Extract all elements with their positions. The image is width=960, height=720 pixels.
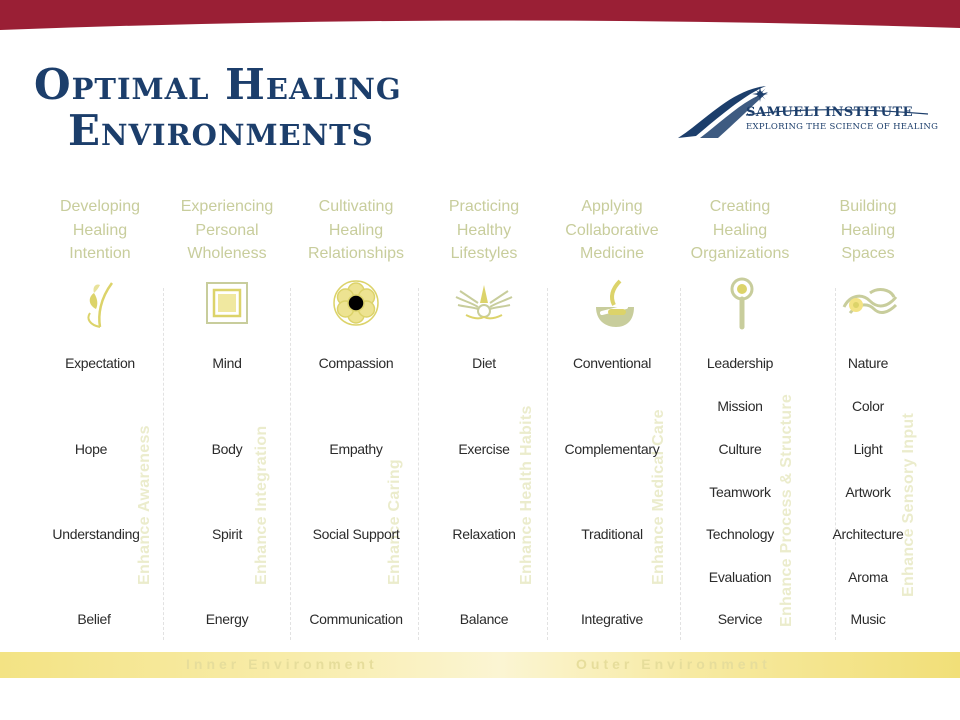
list-item: Relaxation [452, 526, 516, 542]
column-theme: Enhance Process & Structure [778, 393, 795, 627]
inner-environment-label: Inner Environment [186, 656, 378, 672]
column-theme: Enhance Medical Care [650, 409, 667, 585]
column-divider [290, 288, 291, 640]
waves-flower-icon [840, 285, 900, 325]
list-item: Social Support [312, 526, 400, 542]
list-item: Architecture [832, 526, 904, 542]
list-item: Energy [205, 611, 249, 627]
column-heading: Practicing Healthy Lifestyles [448, 198, 520, 262]
list-item: Nature [847, 355, 889, 371]
list-item: Light [853, 441, 883, 457]
square-frame-icon [205, 281, 249, 325]
column-theme: Enhance Caring [386, 458, 403, 585]
list-item: Service [717, 611, 763, 627]
page-title [34, 62, 402, 154]
list-item: Technology [706, 526, 774, 542]
top-banner [0, 0, 960, 40]
list-item: Color [852, 398, 884, 414]
list-item: Leadership [706, 355, 774, 371]
list-item: Culture [718, 441, 762, 457]
column-divider [835, 288, 836, 640]
list-item: Exercise [458, 441, 510, 457]
key-icon [728, 277, 756, 333]
title-line-2: Environments [68, 106, 374, 155]
column-heading: Developing Healing Intention [59, 198, 141, 262]
column-heading: Building Healing Spaces [839, 198, 897, 262]
column-divider [163, 288, 164, 640]
list-item: Mind [212, 355, 242, 371]
logo [746, 105, 938, 132]
logo-name: SAMUELI INSTITUTE [746, 105, 914, 120]
list-item: Belief [77, 611, 111, 627]
list-item: Mission [717, 398, 763, 414]
column-divider [418, 288, 419, 640]
list-item: Teamwork [709, 484, 771, 500]
column-heading: Applying Collaborative Medicine [565, 198, 659, 262]
list-item: Diet [472, 355, 496, 371]
list-item: Communication [309, 611, 403, 627]
column-heading: Cultivating Healing Relationships [307, 198, 405, 262]
list-item: Integrative [580, 611, 644, 627]
mortar-pestle-icon [590, 277, 638, 333]
column-heading: Experiencing Personal Wholeness [180, 198, 274, 262]
list-item: Evaluation [708, 569, 772, 585]
list-item: Body [211, 441, 243, 457]
list-item: Hope [74, 441, 108, 457]
title-line-1: Optimal Healing [34, 60, 402, 109]
column-theme: Enhance Sensory Input [900, 412, 917, 597]
list-item: Empathy [329, 441, 383, 457]
column-divider [680, 288, 681, 640]
list-item: Expectation [65, 355, 135, 371]
logo-tagline: EXPLORING THE SCIENCE OF HEALING [746, 122, 939, 132]
flower-circles-icon [332, 279, 380, 327]
list-item: Complementary [564, 441, 660, 457]
list-item: Compassion [318, 355, 394, 371]
list-item: Traditional [581, 526, 643, 542]
outer-environment-label: Outer Environment [576, 656, 771, 672]
lotus-icon [452, 281, 516, 325]
column-heading: Creating Healing Organizations [690, 198, 790, 262]
column-theme: Enhance Awareness [136, 425, 153, 585]
list-item: Aroma [848, 569, 888, 585]
environment-band [0, 652, 960, 678]
list-item: Music [850, 611, 886, 627]
sprout-icon [76, 275, 124, 331]
list-item: Spirit [211, 526, 243, 542]
column-divider [547, 288, 548, 640]
column-theme: Enhance Health Habits [518, 405, 535, 585]
list-item: Balance [459, 611, 509, 627]
list-item: Conventional [572, 355, 652, 371]
list-item: Understanding [52, 526, 140, 542]
column-theme: Enhance Integration [253, 425, 270, 585]
list-item: Artwork [845, 484, 891, 500]
